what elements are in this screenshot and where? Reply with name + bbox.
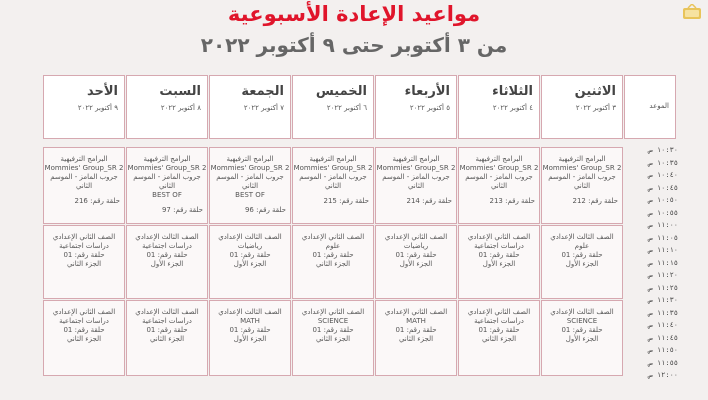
page-title: مواعيد الإعادة الأسبوعية [227, 2, 481, 26]
program-line: Mommies' Group_SR 2 [293, 164, 373, 172]
program-cell [375, 300, 457, 376]
day-name: الأحد [86, 84, 118, 99]
program-line: البرامج الترفيهية [475, 155, 523, 163]
program-line: Mommies' Group_SR 2 [44, 164, 124, 172]
program-line: حلقة رقم: 01 [395, 251, 437, 259]
program-line: الجزء الثاني [398, 335, 434, 343]
program-line: حلقة رقم: 01 [229, 251, 271, 259]
program-line: جروب المامز - الموسم [50, 173, 118, 181]
program-line: البرامج الترفيهية [226, 155, 274, 163]
program-line: Mommies' Group_SR 2 [376, 164, 456, 172]
time-slot: ١١:٤٠ ص [648, 321, 678, 329]
program-line: البرامج الترفيهية [143, 155, 191, 163]
program-line: SCIENCE [317, 317, 349, 325]
episode-number: حلقة رقم: 216 [74, 197, 120, 205]
time-slot: ١١:٠٠ ص [648, 221, 678, 229]
program-line: حلقة رقم: 01 [63, 251, 105, 259]
program-line: حلقة رقم: 01 [478, 326, 520, 334]
program-cell [126, 300, 208, 376]
program-line: البرامج الترفيهية [392, 155, 440, 163]
time-slot: ١١:٢٠ ص [648, 271, 678, 279]
program-line: SCIENCE [566, 317, 598, 325]
program-line: MATH [240, 317, 260, 325]
program-line: البرامج الترفيهية [558, 155, 606, 163]
program-line: الصف الثاني الإعدادي [52, 233, 116, 241]
program-line: الجزء الثاني [66, 260, 102, 268]
day-header [43, 75, 125, 139]
program-line: Mommies' Group_SR 2 [542, 164, 622, 172]
program-line: الجزء الأول [233, 335, 267, 343]
program-cell [541, 147, 623, 224]
program-line: الجزء الثاني [149, 335, 185, 343]
program-line: الجزء الأول [150, 260, 184, 268]
program-line: حلقة رقم: 01 [312, 251, 354, 259]
program-cell [43, 225, 125, 299]
program-line: البرامج الترفيهية [309, 155, 357, 163]
program-line: دراسات اجتماعية [59, 317, 109, 325]
day-header [375, 75, 457, 139]
program-cell [209, 225, 291, 299]
day-name: الاثنين [574, 84, 616, 99]
program-line: الصف الثاني الإعدادي [467, 308, 531, 316]
page-subtitle: من ٣ أكتوبر حتى ٩ أكتوبر ٢٠٢٢ [200, 33, 508, 57]
program-line: حلقة رقم: 01 [146, 251, 188, 259]
time-slot: ١١:٢٥ ص [648, 283, 678, 292]
day-header [126, 75, 208, 139]
program-cell [375, 225, 457, 299]
time-slot: ١٠:٤٥ ص [648, 183, 678, 192]
program-line: حلقة رقم: 01 [561, 251, 603, 259]
episode-number: حلقة رقم: 212 [572, 197, 618, 205]
episode-number: حلقة رقم: 215 [323, 197, 369, 205]
program-line: الصف الثاني الإعدادي [467, 233, 531, 241]
episode-number: حلقة رقم: 213 [489, 197, 535, 205]
program-line: الصف الثالث الإعدادي [550, 233, 614, 241]
program-line: الثاني [158, 182, 176, 190]
time-slot: ١١:٥٥ ص [648, 358, 678, 367]
program-line: حلقة رقم: 01 [478, 251, 520, 259]
program-line: الجزء الأول [565, 260, 599, 268]
program-line: الصف الثالث الإعدادي [218, 308, 282, 316]
time-slot: ١١:٥٠ ص [648, 346, 678, 354]
program-line: دراسات اجتماعية [59, 242, 109, 250]
time-slot: ١١:٣٥ ص [648, 308, 678, 317]
program-cell [209, 147, 291, 224]
program-line: حلقة رقم: 01 [63, 326, 105, 334]
day-date: ٩ أكتوبر ٢٠٢٢ [77, 104, 118, 112]
program-line: الصف الثاني الإعدادي [301, 233, 365, 241]
time-slot: ١٢:٠٠ ص [648, 371, 678, 379]
time-slot: ١٠:٣٠ ص [648, 146, 678, 154]
program-line: الصف الثاني الإعدادي [301, 308, 365, 316]
program-line: MATH [406, 317, 426, 325]
program-line: الصف الثالث الإعدادي [550, 308, 614, 316]
program-line: رياضيات [403, 242, 429, 250]
day-name: السبت [159, 84, 201, 99]
time-slot: ١١:٣٠ ص [648, 296, 678, 304]
program-line: حلقة رقم: 01 [146, 326, 188, 334]
day-header [458, 75, 540, 139]
program-cell [458, 300, 540, 376]
time-slot: ١١:١٥ ص [648, 258, 678, 267]
program-cell [209, 300, 291, 376]
program-cell [292, 300, 374, 376]
program-line: جروب المامز - الموسم [465, 173, 533, 181]
day-date: ٤ أكتوبر ٢٠٢٢ [492, 104, 533, 112]
day-header [209, 75, 291, 139]
program-line: الجزء الأول [482, 260, 516, 268]
program-line: الصف الثاني الإعدادي [384, 308, 448, 316]
day-date: ٨ أكتوبر ٢٠٢٢ [160, 104, 201, 112]
day-name: الجمعة [241, 84, 284, 99]
time-slot: ١٠:٣٥ ص [648, 158, 678, 167]
program-line: رياضيات [237, 242, 263, 250]
program-line: الجزء الثاني [315, 335, 351, 343]
program-line: جروب المامز - الموسم [382, 173, 450, 181]
day-date: ٥ أكتوبر ٢٠٢٢ [409, 104, 450, 112]
time-header-label: الموعد [649, 102, 669, 110]
program-line: دراسات اجتماعية [142, 242, 192, 250]
episode-number: حلقة رقم: 96 [244, 206, 286, 214]
program-line: علوم [325, 242, 341, 250]
program-line: جروب المامز - الموسم [133, 173, 201, 181]
time-slots-column [624, 146, 678, 384]
program-line: الثاني [407, 182, 425, 190]
program-cell [43, 300, 125, 376]
program-line: الجزء الثاني [315, 260, 351, 268]
day-date: ٦ أكتوبر ٢٠٢٢ [326, 104, 367, 112]
program-line: البرامج الترفيهية [60, 155, 108, 163]
episode-number: حلقة رقم: 214 [406, 197, 452, 205]
time-slot: ١٠:٥٥ ص [648, 208, 678, 217]
program-line: Mommies' Group_SR 2 [459, 164, 539, 172]
program-line: دراسات اجتماعية [142, 317, 192, 325]
program-line: دراسات اجتماعية [474, 317, 524, 325]
program-line: حلقة رقم: 01 [561, 326, 603, 334]
day-header [292, 75, 374, 139]
day-date: ٧ أكتوبر ٢٠٢٢ [243, 104, 284, 112]
program-line: الثاني [324, 182, 342, 190]
program-line: حلقة رقم: 01 [229, 326, 271, 334]
time-slot: ١١:٠٥ ص [648, 233, 678, 242]
program-cell [126, 147, 208, 224]
program-line: علوم [574, 242, 590, 250]
program-line: الصف الثالث الإعدادي [135, 308, 199, 316]
program-line: الجزء الثاني [481, 335, 517, 343]
time-slot: ١٠:٤٠ ص [648, 171, 678, 179]
program-cell [458, 225, 540, 299]
program-line: BEST OF [152, 191, 182, 199]
program-line: الثاني [573, 182, 591, 190]
day-name: الأربعاء [404, 84, 450, 99]
day-name: الخميس [315, 84, 367, 99]
program-line: جروب المامز - الموسم [299, 173, 367, 181]
program-line: الصف الثاني الإعدادي [384, 233, 448, 241]
episode-number: حلقة رقم: 97 [161, 206, 203, 214]
time-slot: ١١:١٠ ص [648, 246, 678, 254]
time-slot: ١٠:٥٠ ص [648, 196, 678, 204]
program-cell [43, 147, 125, 224]
program-line: الثاني [241, 182, 259, 190]
program-line: Mommies' Group_SR 2 [210, 164, 290, 172]
program-line: الجزء الثاني [66, 335, 102, 343]
program-line: Mommies' Group_SR 2 [127, 164, 207, 172]
time-slot: ١١:٤٥ ص [648, 333, 678, 342]
program-cell [126, 225, 208, 299]
program-cell [292, 225, 374, 299]
program-line: جروب المامز - الموسم [216, 173, 284, 181]
program-line: جروب المامز - الموسم [548, 173, 616, 181]
program-line: الجزء الأول [399, 260, 433, 268]
program-line: الصف الثالث الإعدادي [218, 233, 282, 241]
program-line: الصف الثاني الإعدادي [52, 308, 116, 316]
program-line: الجزء الأول [233, 260, 267, 268]
time-header [624, 75, 676, 139]
program-line: الجزء الأول [565, 335, 599, 343]
program-line: الثاني [490, 182, 508, 190]
program-line: الصف الثالث الإعدادي [135, 233, 199, 241]
program-cell [458, 147, 540, 224]
day-header [541, 75, 623, 139]
program-line: حلقة رقم: 01 [395, 326, 437, 334]
program-line: دراسات اجتماعية [474, 242, 524, 250]
day-date: ٣ أكتوبر ٢٠٢٢ [575, 104, 616, 112]
program-line: BEST OF [235, 191, 265, 199]
program-line: حلقة رقم: 01 [312, 326, 354, 334]
program-cell [541, 225, 623, 299]
program-cell [375, 147, 457, 224]
program-line: الثاني [75, 182, 93, 190]
program-cell [541, 300, 623, 376]
program-cell [292, 147, 374, 224]
day-name: الثلاثاء [492, 84, 533, 99]
